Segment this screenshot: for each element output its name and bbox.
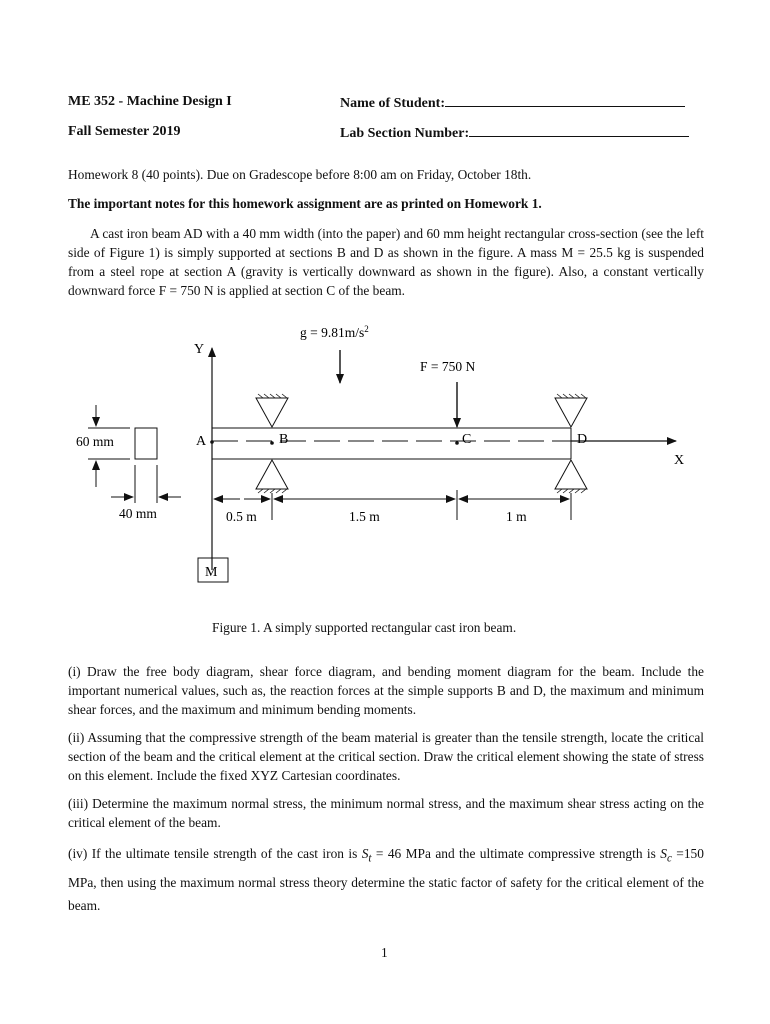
height-label: 60 mm — [76, 434, 114, 449]
semester: Fall Semester 2019 — [68, 124, 181, 139]
important-note: The important notes for this homework assignment are as printed on Homework 1. — [68, 196, 542, 211]
lab-section-field[interactable] — [340, 124, 689, 142]
q4-is: is — [646, 846, 656, 861]
q4-intro: (iv) If the ultimate tensile strength of the cast iron is — [68, 846, 358, 861]
gravity-label: $g = 9.81m/s^2$ — [300, 324, 369, 340]
student-name-field[interactable] — [340, 94, 685, 112]
sc-value: =150 MPa, — [68, 846, 704, 890]
figure-caption: Figure 1. A simply supported rectangular cast iron beam. — [212, 620, 517, 635]
mass-label: M — [205, 565, 218, 580]
point-c-label: C — [462, 432, 472, 447]
dim-bc-label: 1.5 m — [349, 509, 380, 524]
width-label: 40 mm — [119, 506, 157, 521]
point-d-label: D — [577, 432, 588, 447]
point-a-label: A — [196, 434, 207, 449]
course-title: ME 352 - Machine Design I — [68, 94, 232, 109]
question-1: (i) Draw the free body diagram, shear force diagram, and bending moment diagram for the beam. Include the important numerical values, such as, the reaction forces at the simple supports B and D, the maximum and minimum shear forces, and the maximum and minimum bending moments. — [68, 664, 704, 717]
st-value: = 46 MPa — [375, 846, 431, 861]
question-4 — [68, 842, 704, 917]
x-axis-label: X — [674, 453, 685, 468]
dim-ab-label: 0.5 m — [226, 509, 257, 524]
student-name-label: Name of Student: — [340, 96, 445, 111]
force-label: F = 750 N — [420, 359, 476, 374]
question-3: (iii) Determine the maximum normal stress, the minimum normal stress, and the maximum shear stress acting on the critical element of the beam. — [68, 796, 704, 830]
q4-end: then using the maximum normal stress theory determine the static factor of safety for the critical element of the beam. — [68, 874, 704, 913]
cross-section — [135, 428, 157, 459]
page-number: 1 — [381, 945, 388, 960]
point-b-label: B — [279, 432, 289, 447]
intro-paragraph: A cast iron beam AD with a 40 mm width (into the paper) and 60 mm height rectangular cross-section (see the left side of Figure 1) is simply supported at sections B and D as shown in the figure. A mass M = 25.5 kg is suspended from a steel rope at section A (gravity is vertically downward as shown in the figure). Also, a constant vertically downward force F = 750 N is applied at section C of the beam. — [68, 226, 704, 298]
question-2: (ii) Assuming that the compressive strength of the beam material is greater than the tensile strength, locate the critical section of the beam and the critical element at the critical section. Draw the critical element showing the state of stress on this element. Include the fixed XYZ Cartesian coordinates. — [68, 730, 704, 783]
student-name-blank[interactable] — [445, 94, 685, 107]
lab-section-blank[interactable] — [469, 124, 689, 137]
beam-figure — [0, 315, 770, 645]
y-axis-label: Y — [194, 342, 205, 357]
point-a — [210, 440, 214, 444]
homework-line: Homework 8 (40 points). Due on Gradescope before 8:00 am on Friday, October 18th. — [68, 167, 532, 182]
sc-symbol: $S_c$ — [660, 846, 672, 865]
lab-section-label: Lab Section Number: — [340, 126, 470, 141]
dim-cd-label: 1 m — [506, 509, 527, 524]
beam — [212, 428, 571, 459]
q4-middle: and the ultimate compressive strength — [435, 846, 643, 861]
st-symbol: $S_t$ — [361, 846, 372, 865]
point-c — [455, 441, 459, 445]
point-b — [270, 441, 274, 445]
